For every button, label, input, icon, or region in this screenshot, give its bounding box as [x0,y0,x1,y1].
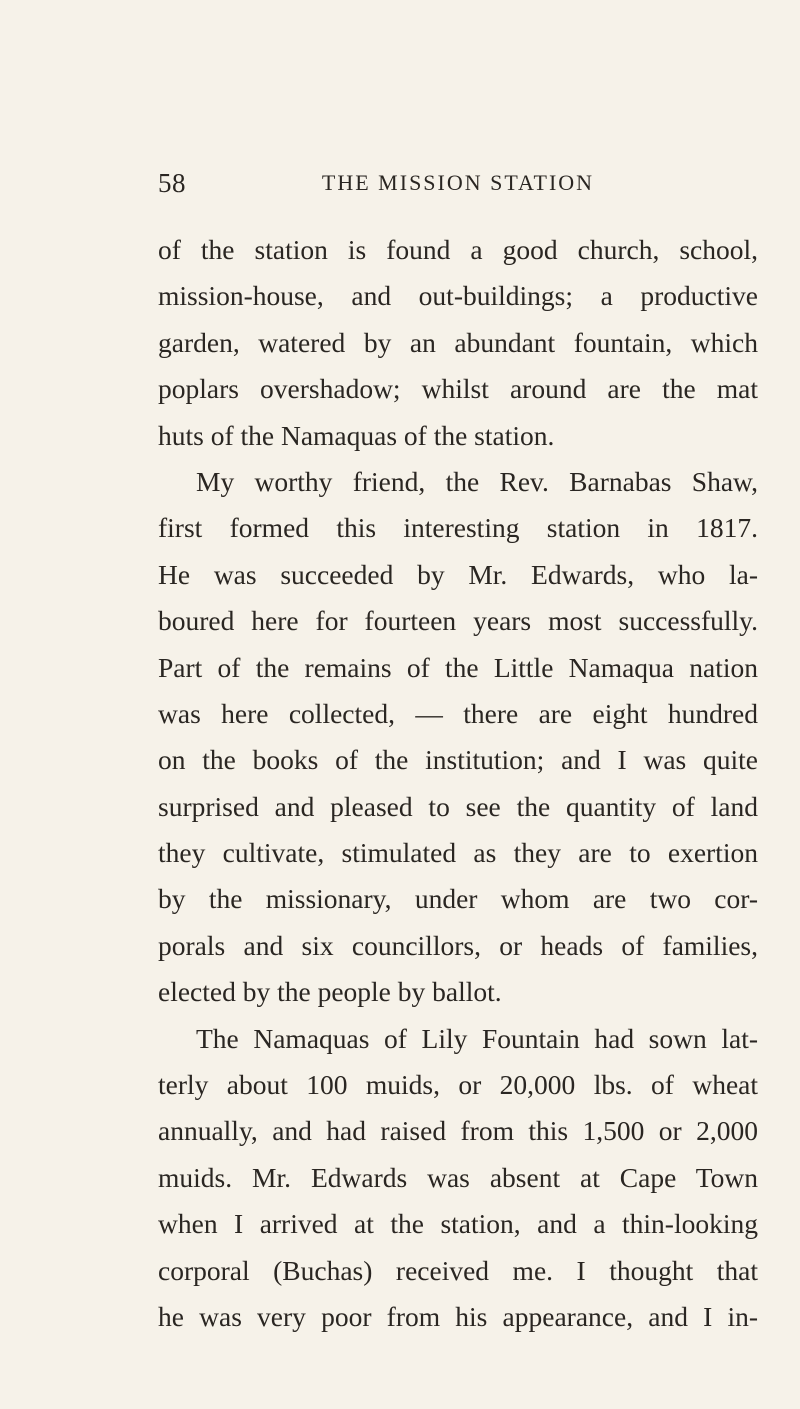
text-line: annually, and had raised from this 1,500 or 2,000 [158,1115,758,1147]
page-number: 58 [158,168,186,198]
text-line: huts of the Namaquas of the station. [158,419,555,451]
text-line: they cultivate, stimulated as they are to exertion [158,837,758,869]
text-line: was here collected, — there are eight hundred [158,697,758,729]
text-line: muids. Mr. Edwards was absent at Cape Town [158,1161,758,1193]
body-text [158,227,758,1340]
running-title: THE MISSION STATION [321,170,595,195]
text-line: elected by the people by ballot. [158,976,502,1008]
text-line: on the books of the institution; and I was quite [158,744,758,776]
text-line: mission-house, and out-buildings; a productive [158,280,758,312]
text-line: of the station is found a good church, school, [158,234,758,265]
text-line: terly about 100 muids, or 20,000 lbs. of wheat [158,1069,758,1101]
text-line: first formed this interesting station in 1817. [158,512,758,544]
text-line: garden, watered by an abundant fountain, which [158,326,758,358]
text-line: surprised and pleased to see the quantity of land [158,790,758,822]
text-line: The Namaquas of Lily Fountain had sown lat- [196,1022,758,1054]
text-line: porals and six councillors, or heads of families, [158,929,758,961]
text-line: when I arrived at the station, and a thin-looking [158,1208,758,1240]
text-line: He was succeeded by Mr. Edwards, who la- [158,558,758,590]
text-line: Part of the remains of the Little Namaqua nation [158,651,758,683]
text-line: boured here for fourteen years most successfully. [158,605,758,637]
text-line: corporal (Buchas) received me. I thought that [158,1254,758,1286]
text-line: My worthy friend, the Rev. Barnabas Shaw, [196,465,758,497]
text-line: he was very poor from his appearance, and I in- [158,1300,758,1332]
text-line: poplars overshadow; whilst around are the mat [158,373,758,405]
text-line: by the missionary, under whom are two cor- [158,883,758,915]
running-head [158,168,758,208]
